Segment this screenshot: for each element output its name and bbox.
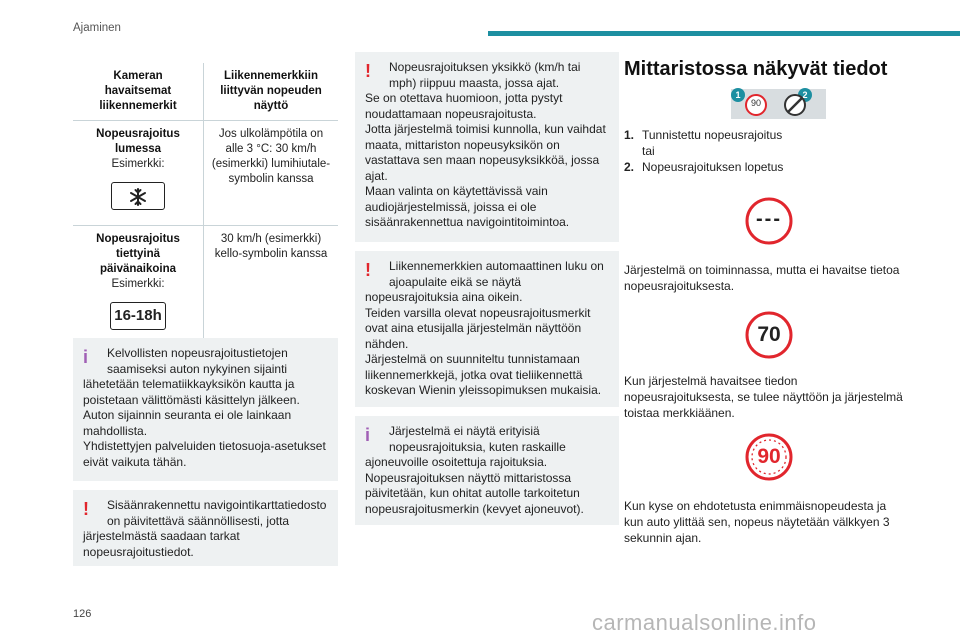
info-note	[355, 416, 619, 525]
speed-sign-90-flashing	[744, 432, 794, 487]
warning-note	[355, 52, 619, 242]
note-text: Se on otettava huomioon, jotta pystyt noudattamaan nopeusrajoitusta.	[365, 91, 563, 121]
list-sub: tai	[642, 144, 655, 158]
note-text: ajoneuvoille osoitettuja rajoituksia.	[365, 455, 548, 469]
list-item	[624, 159, 884, 175]
warning-icon: !	[83, 499, 89, 519]
list-text: Nopeusrajoituksen lopetus	[642, 160, 784, 174]
note-text: Jotta järjestelmä toimisi kunnolla, kun vaihdat maata, mittariston nopeusyksikön on vastattava sen maan nopeusyksikköä, jossa ajat.	[365, 122, 606, 183]
row-desc: Jos ulkolämpötila on alle 3 °C: 30 km/h (esimerkki) lumihiutale-symbolin kanssa	[204, 121, 339, 226]
row-title: Nopeusrajoitus lumessa	[96, 128, 180, 155]
page-number: 126	[73, 608, 92, 620]
time-sign: 16-18h	[110, 302, 166, 330]
body-paragraph: Kun järjestelmä havaitsee tiedon nopeusrajoituksesta, se tulee näyttöön ja järjestelmä toistaa merkkiäänen.	[624, 374, 903, 420]
warning-icon: !	[365, 260, 371, 280]
sign-value: 70	[757, 323, 781, 346]
note-text: lähetetään telematiikkayksikön kautta ja poistetaan välittömästi käsittelyn jälkeen. Auton sijainnin seuranta ei ole lainkaan mahdollista.	[83, 377, 300, 438]
table-header-row	[73, 63, 338, 121]
note-text: Liikennemerkkien automaattinen luku on ajoapulaite eikä se näytä	[389, 259, 604, 289]
list-item	[624, 127, 884, 143]
info-note	[73, 338, 338, 481]
note-text: Nopeusrajoituksen näyttö mittaristossa päivitetään, kun ohitat autolle tarkoitetun nopeusrajoitusmerkin (kevyet ajoneuvot).	[365, 470, 584, 516]
note-text: Järjestelmä ei näytä erityisiä nopeusrajoituksia, kuten raskaille	[389, 424, 566, 454]
cluster-sign-value: 90	[750, 98, 761, 108]
table-cell	[73, 121, 204, 226]
row-example: Esimerkki:	[111, 278, 165, 290]
note-text: Nopeusrajoituksen yksikkö (km/h tai mph) riippuu maasta, jossa ajat.	[389, 60, 581, 90]
table-cell	[73, 226, 204, 339]
cluster-illustration	[731, 89, 826, 119]
note-text: Kelvollisten nopeusrajoitustietojen saamiseksi auton nykyinen sijainti	[107, 346, 288, 376]
list-number: 2.	[624, 160, 635, 174]
speed-sign-70	[744, 310, 794, 365]
callout-list	[624, 127, 884, 175]
watermark: carmanualsonline.info	[592, 610, 817, 635]
body-paragraph: Kun kyse on ehdotetusta enimmäisnopeudesta ja kun auto ylittää sen, nopeus näytetään välkkyen 3 sekunnin ajan.	[624, 499, 890, 545]
note-text: järjestelmästä saadaan tarkat nopeusrajoitustiedot.	[83, 529, 240, 559]
callout-badge: 2	[798, 88, 812, 102]
note-text: Teiden varsilla olevat nopeusrajoitusmerkit ovat aina etusijalla järjestelmän näyttöön nähden.	[365, 305, 591, 351]
header-accent-bar	[488, 31, 960, 36]
table-row	[73, 226, 338, 339]
callout-badge: 1	[731, 88, 745, 102]
section-title: Ajaminen	[73, 22, 121, 34]
list-text: Tunnistettu nopeusrajoitus	[642, 128, 783, 142]
row-desc: 30 km/h (esimerkki) kello-symbolin kanssa	[204, 226, 339, 339]
warning-icon: !	[365, 61, 371, 81]
note-text: Maan valinta on käytettävissä vain audiojärjestelmissä, joissa ei ole sisäänrakennettua navigointitoimintoa.	[365, 184, 570, 229]
table-col1-header: Kameran havaitsemat liikennemerkit	[73, 63, 204, 121]
no-limit-sign	[744, 196, 794, 251]
warning-note	[355, 251, 619, 407]
table-row	[73, 121, 338, 226]
table-col2-header: Liikennemerkkiin liittyvän nopeuden näyttö	[204, 63, 339, 121]
row-title: Nopeusrajoitus tiettyinä päivänaikoina	[96, 233, 180, 275]
sign-value: 90	[757, 445, 781, 468]
note-text: Järjestelmä on suunniteltu tunnistamaan liikennemerkkejä, jotka ovat tieliikennettä koskevan Wienin yleissopimuksen mukaisia.	[365, 352, 602, 397]
snowflake-icon	[111, 182, 165, 210]
note-text: Sisäänrakennettu navigointikarttatiedosto on päivitettävä säännöllisesti, jotta	[107, 498, 327, 528]
info-icon: i	[365, 425, 371, 445]
warning-note	[73, 490, 338, 566]
note-text: nopeusrajoituksia aina oikein.	[365, 290, 523, 304]
note-text: Yhdistettyjen palveluiden tietosuoja-asetukset eivät vaikuta tähän.	[83, 439, 326, 469]
sign-dashes: ---	[756, 208, 782, 230]
list-number: 1.	[624, 128, 635, 142]
info-icon: i	[83, 347, 89, 367]
row-example: Esimerkki:	[111, 158, 165, 170]
speed-sign-table	[73, 63, 338, 339]
body-paragraph: Järjestelmä on toiminnassa, mutta ei havaitse tietoa nopeusrajoituksesta.	[624, 263, 900, 293]
section-heading: Mittaristossa näkyvät tiedot	[624, 58, 888, 80]
